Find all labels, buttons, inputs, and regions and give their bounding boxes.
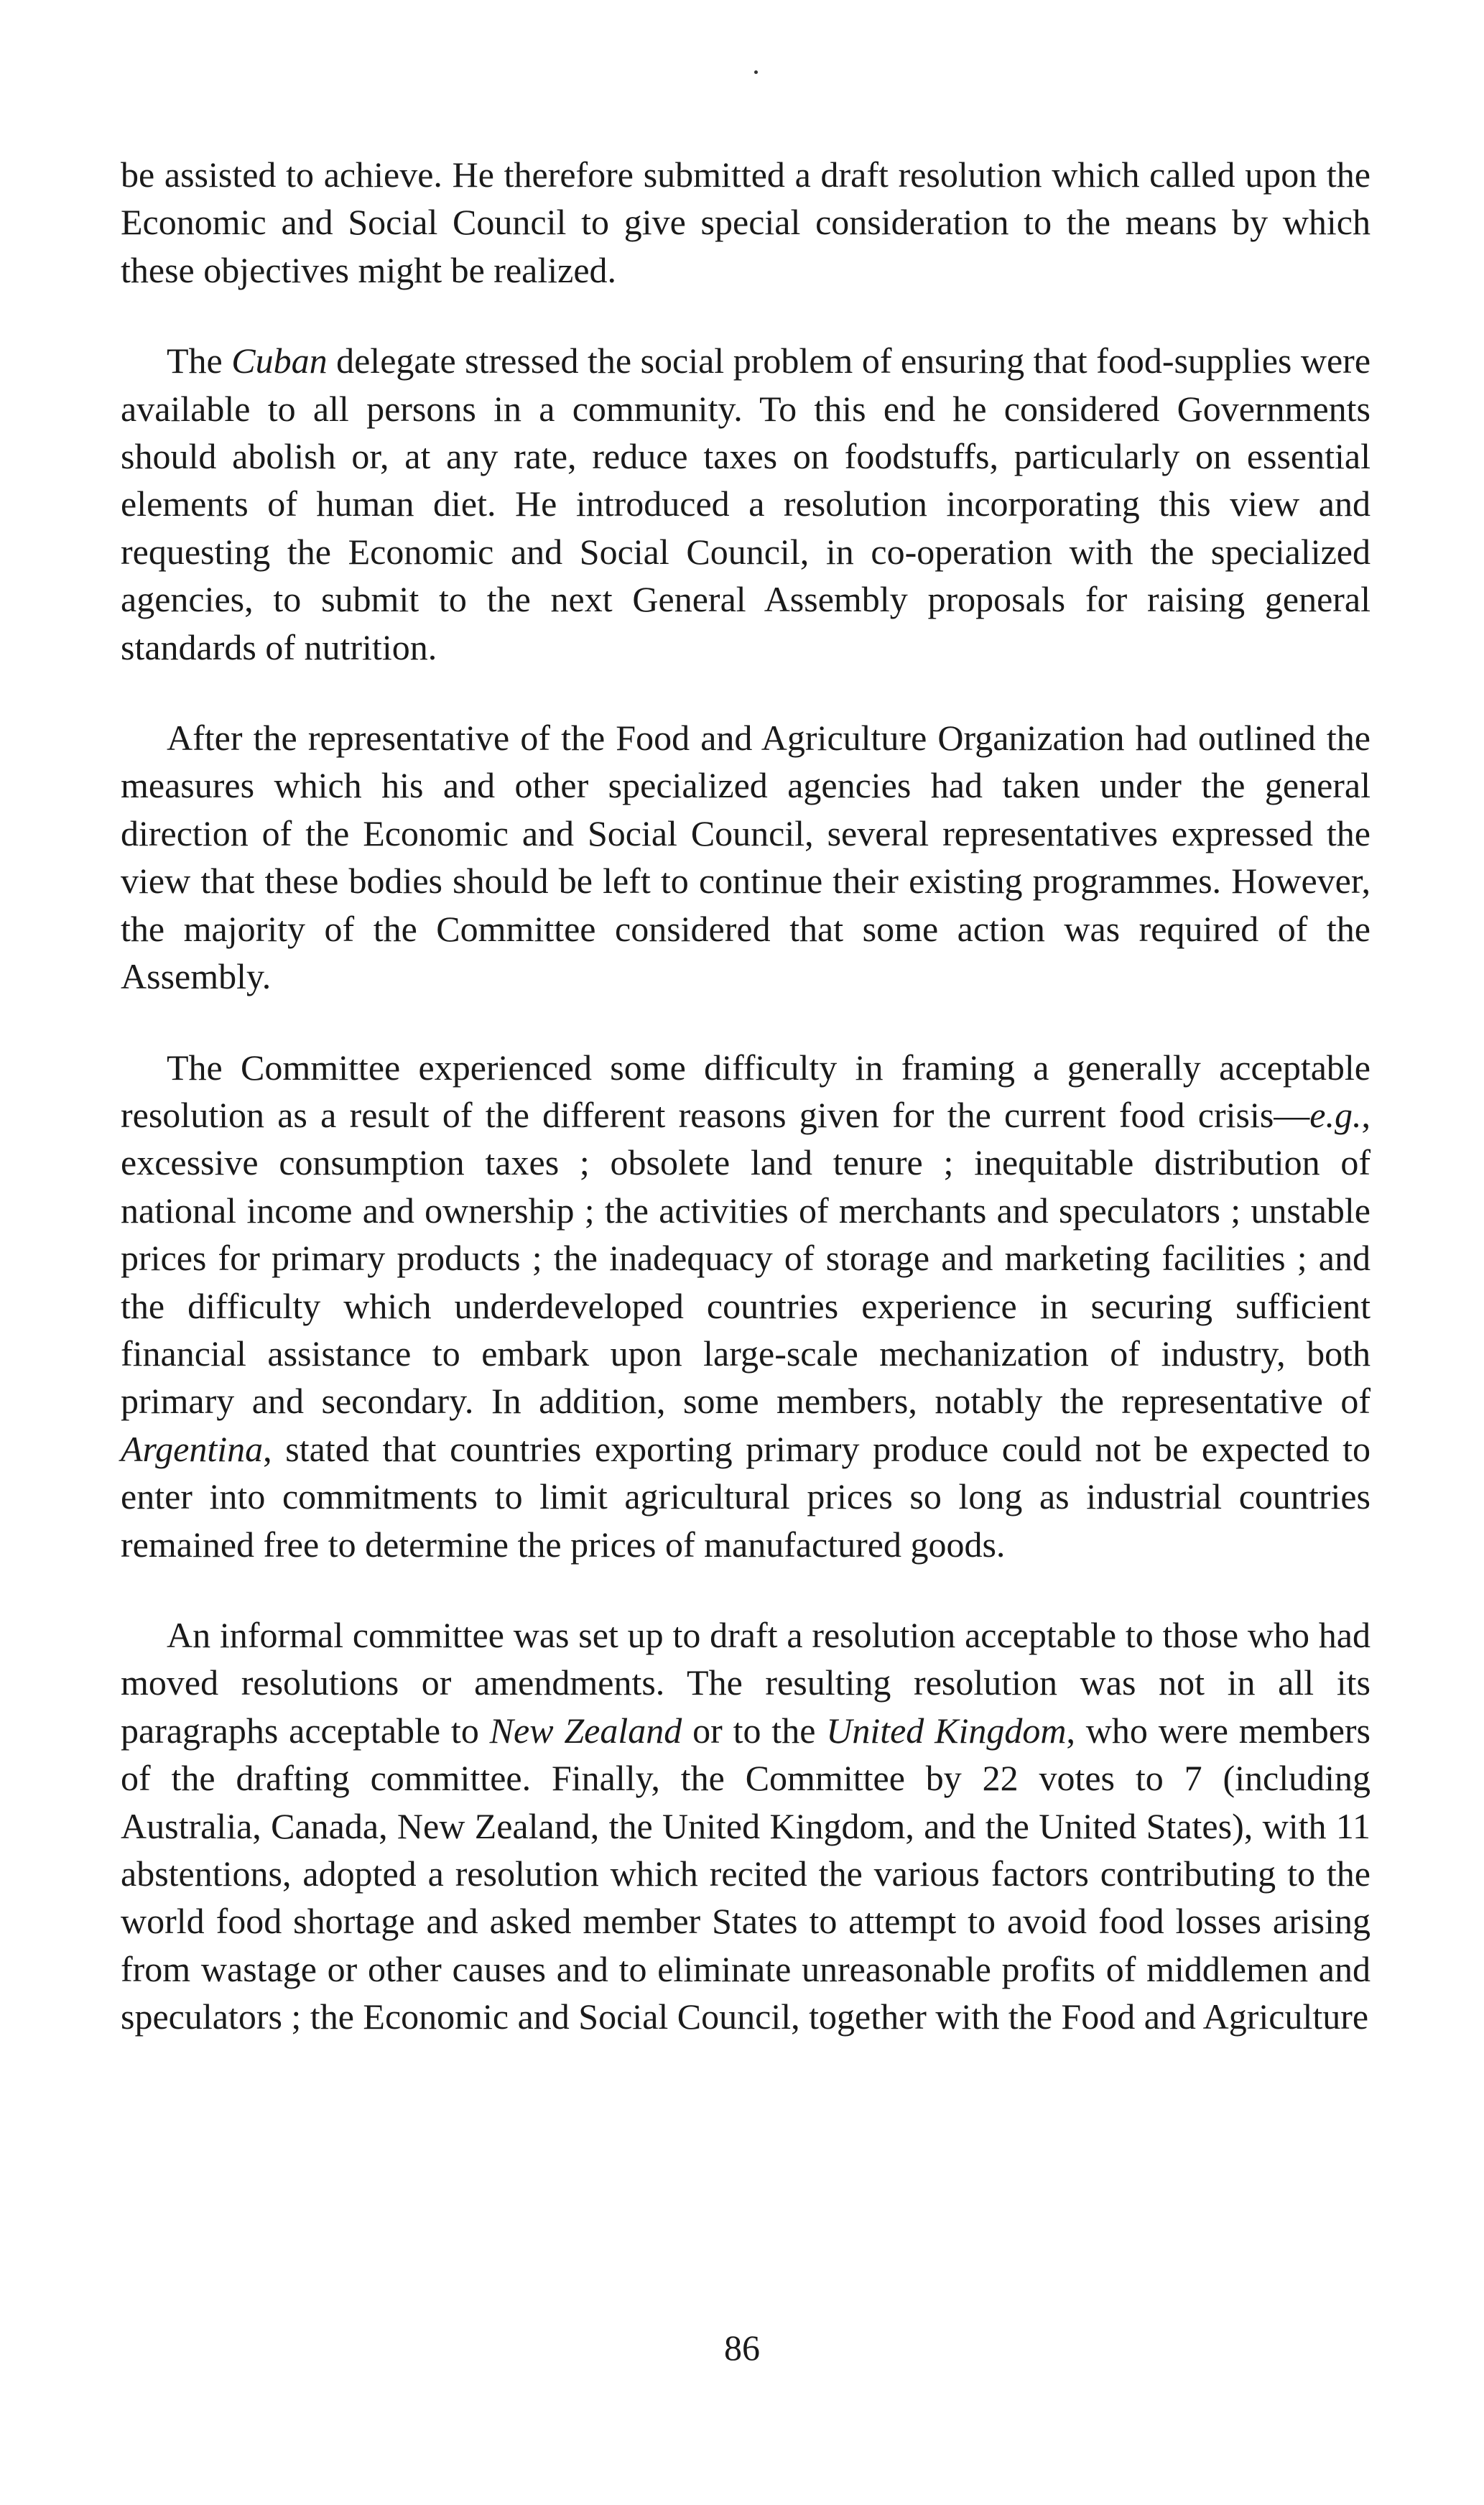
paragraph-2 — [121, 337, 1371, 671]
paragraph-3 — [121, 714, 1371, 1000]
paragraph-1 — [121, 151, 1371, 294]
text-run: or to the — [682, 1710, 827, 1751]
text-run: , who were members of the drafting committee. Finally, the Committee by 22 votes to 7 (including Australia, Canada, New Zealand, the United Kingdom, and the United States), with 11 abstentions, adopted a resolution which recited the various factors contributing to the world food shortage and asked member States to attempt to avoid food losses arising from wastage or other causes and to eliminate unreasonable profits of middlemen and speculators ; the Economic and Social Council, together with the Food and Agriculture — [121, 1710, 1371, 2037]
page-number: 86 — [724, 2328, 760, 2368]
italic-text-run: Argentina — [121, 1428, 264, 1469]
paragraph-4 — [121, 1044, 1371, 1568]
text-run: , stated that countries exporting primary produce could not be expected to enter into commitments to limit agricultural prices so long as industrial countries remained free to determine the prices of manufactured goods. — [121, 1428, 1371, 1565]
italic-text-run: New Zealand — [489, 1710, 682, 1751]
text-run: After the representative of the Food and Agriculture Organization had outlined the measures which his and other specialized agencies had taken under the general direction of the Economic and Social Council, several representatives expressed the view that these bodies should be left to continue their existing programmes. However, the majority of the Committee considered that some action was required of the Assembly. — [121, 718, 1371, 997]
italic-text-run: e.g. — [1309, 1094, 1362, 1135]
text-run: The — [167, 341, 232, 381]
paragraph-5 — [121, 1611, 1371, 2041]
italic-text-run: Cuban — [231, 341, 328, 381]
text-run: delegate stressed the social problem of ensuring that food-supplies were available to all persons in a community. To this end he considered Governments should abolish or, at any rate, reduce taxes on foodstuffs, particularly on essential elements of human diet. He introduced a resolution incorporating this view and requesting the Economic and Social Council, in co-operation with the specialized agencies, to submit to the next General Assembly proposals for raising general standards of nutrition. — [121, 341, 1371, 667]
text-run: The Committee experienced some difficulty in framing a generally acceptable resolution as a result of the different reasons given for the current food crisis— — [121, 1047, 1371, 1135]
italic-text-run: United Kingdom — [826, 1710, 1067, 1751]
text-run: An informal committee was set up to draft a resolution acceptable to those who had moved resolutions or amendments. The resulting resolution was not in all its paragraphs acceptable to — [121, 1614, 1371, 1751]
text-body — [121, 151, 1371, 2041]
text-run: be assisted to achieve. He therefore submitted a draft resolution which called upon the Economic and Social Council to give special consideration to the means by which these objectives might be realized. — [121, 154, 1371, 290]
text-run: , excessive consumption taxes ; obsolete land tenure ; inequitable distribution of national income and ownership ; the activities of merchants and speculators ; unstable prices for primary products ; the inadequacy of storage and marketing facilities ; and the difficulty which underdeveloped countries experience in securing sufficient financial assistance to embark upon large-scale mechanization of industry, both primary and secondary. In addition, some members, notably the representative of — [121, 1094, 1371, 1422]
stray-ink-mark — [754, 70, 758, 74]
